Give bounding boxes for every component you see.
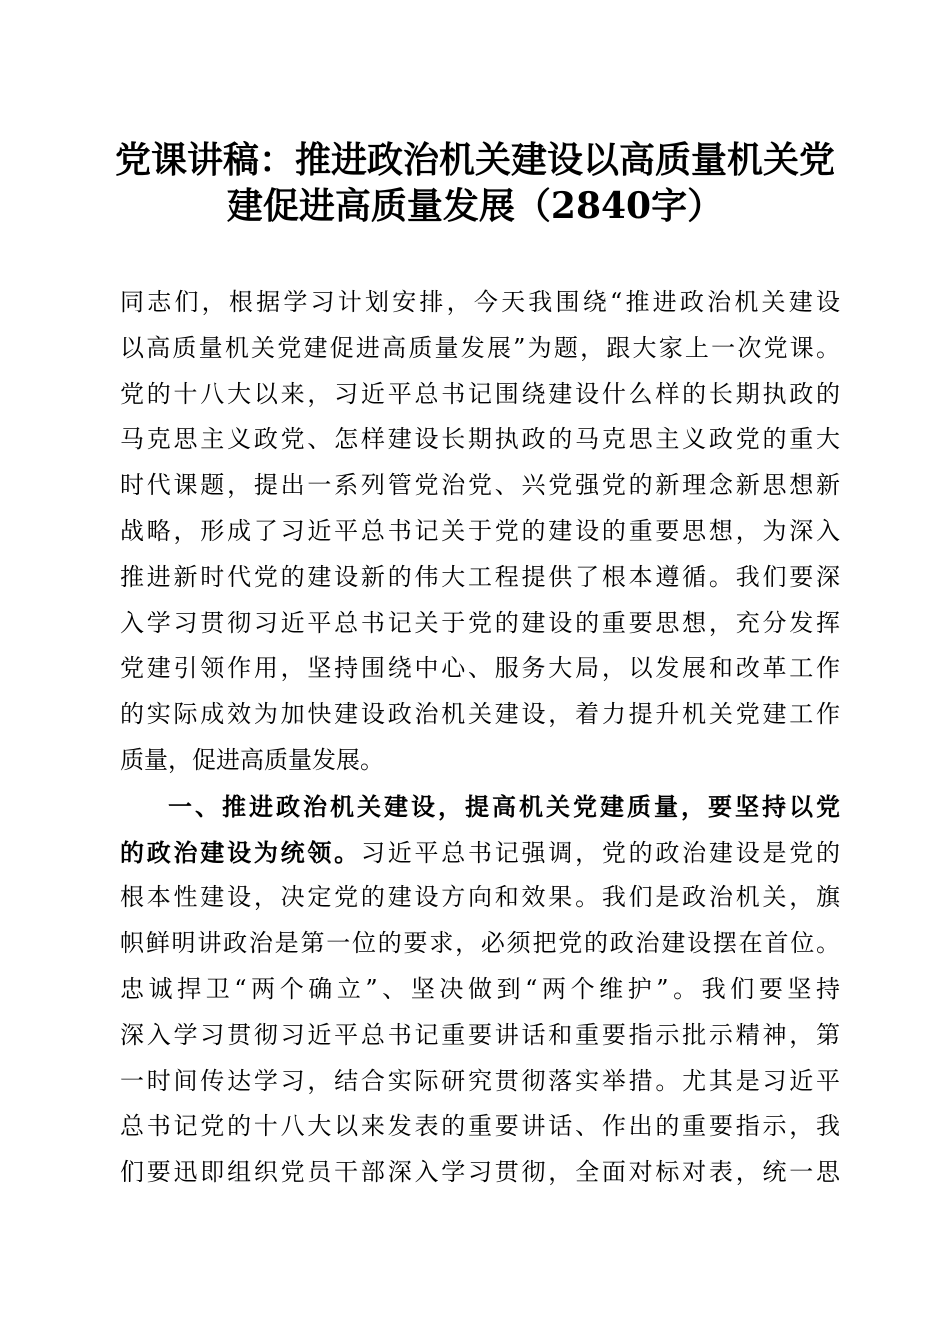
paragraph-1-line: 党建引领作用，坚持围绕中心、服务大局，以发展和改革工作 [120, 654, 840, 683]
section-heading-end: 的政治建设为统领。 [120, 837, 361, 867]
paragraph-1-line: 战略，形成了习近平总书记关于党的建设的重要思想，为深入 [120, 516, 840, 545]
paragraph-2-line: 深入学习贯彻习近平总书记重要讲话和重要指示批示精神，第 [120, 1020, 840, 1049]
paragraph-2-line: 一时间传达学习，结合实际研究贯彻落实举措。尤其是习近平 [120, 1066, 840, 1095]
paragraph-2-line: 们要迅即组织党员干部深入学习贯彻，全面对标对表，统一思 [120, 1158, 840, 1187]
section-heading-line: 一、推进政治机关建设，提高机关党建质量，要坚持以党 [168, 791, 840, 821]
paragraph-1-line: 入学习贯彻习近平总书记关于党的建设的重要思想，充分发挥 [120, 608, 840, 637]
paragraph-1-line: 质量，促进高质量发展。 [120, 745, 384, 774]
title-line-1: 党课讲稿：推进政治机关建设以高质量机关党 [114, 139, 835, 181]
paragraph-1-line: 的实际成效为加快建设政治机关建设，着力提升机关党建工作 [120, 700, 840, 729]
paragraph-1-line: 以高质量机关党建促进高质量发展”为题，跟大家上一次党课。 [120, 333, 840, 362]
paragraph-2-line: 根本性建设，决定党的建设方向和效果。我们是政治机关，旗 [120, 883, 840, 912]
title-line-2: 建促进高质量发展（2840字） [226, 185, 724, 227]
paragraph-1-line: 时代课题，提出一系列管党治党、兴党强党的新理念新思想新 [120, 471, 840, 500]
paragraph-1-line: 推进新时代党的建设新的伟大工程提供了根本遵循。我们要深 [120, 562, 840, 591]
document-body [120, 280, 840, 1196]
section-heading-continuation [120, 830, 840, 876]
paragraph-1-line: 党的十八大以来，习近平总书记围绕建设什么样的长期执政的 [120, 379, 840, 408]
paragraph-2-line: 总书记党的十八大以来发表的重要讲话、作出的重要指示，我 [120, 1112, 840, 1141]
paragraph-2-line: 忠诚捍卫“两个确立”、坚决做到“两个维护”。我们要坚持 [120, 974, 840, 1003]
paragraph-1-line: 同志们，根据学习计划安排，今天我围绕“推进政治机关建设 [120, 288, 840, 316]
document-title [100, 137, 850, 229]
paragraph-1-line: 马克思主义政党、怎样建设长期执政的马克思主义政党的重大 [120, 425, 840, 454]
paragraph-2-line: 帜鲜明讲政治是第一位的要求，必须把党的政治建设摆在首位。 [120, 929, 840, 958]
paragraph-2-text: 习近平总书记强调，党的政治建设是党的 [360, 838, 841, 867]
